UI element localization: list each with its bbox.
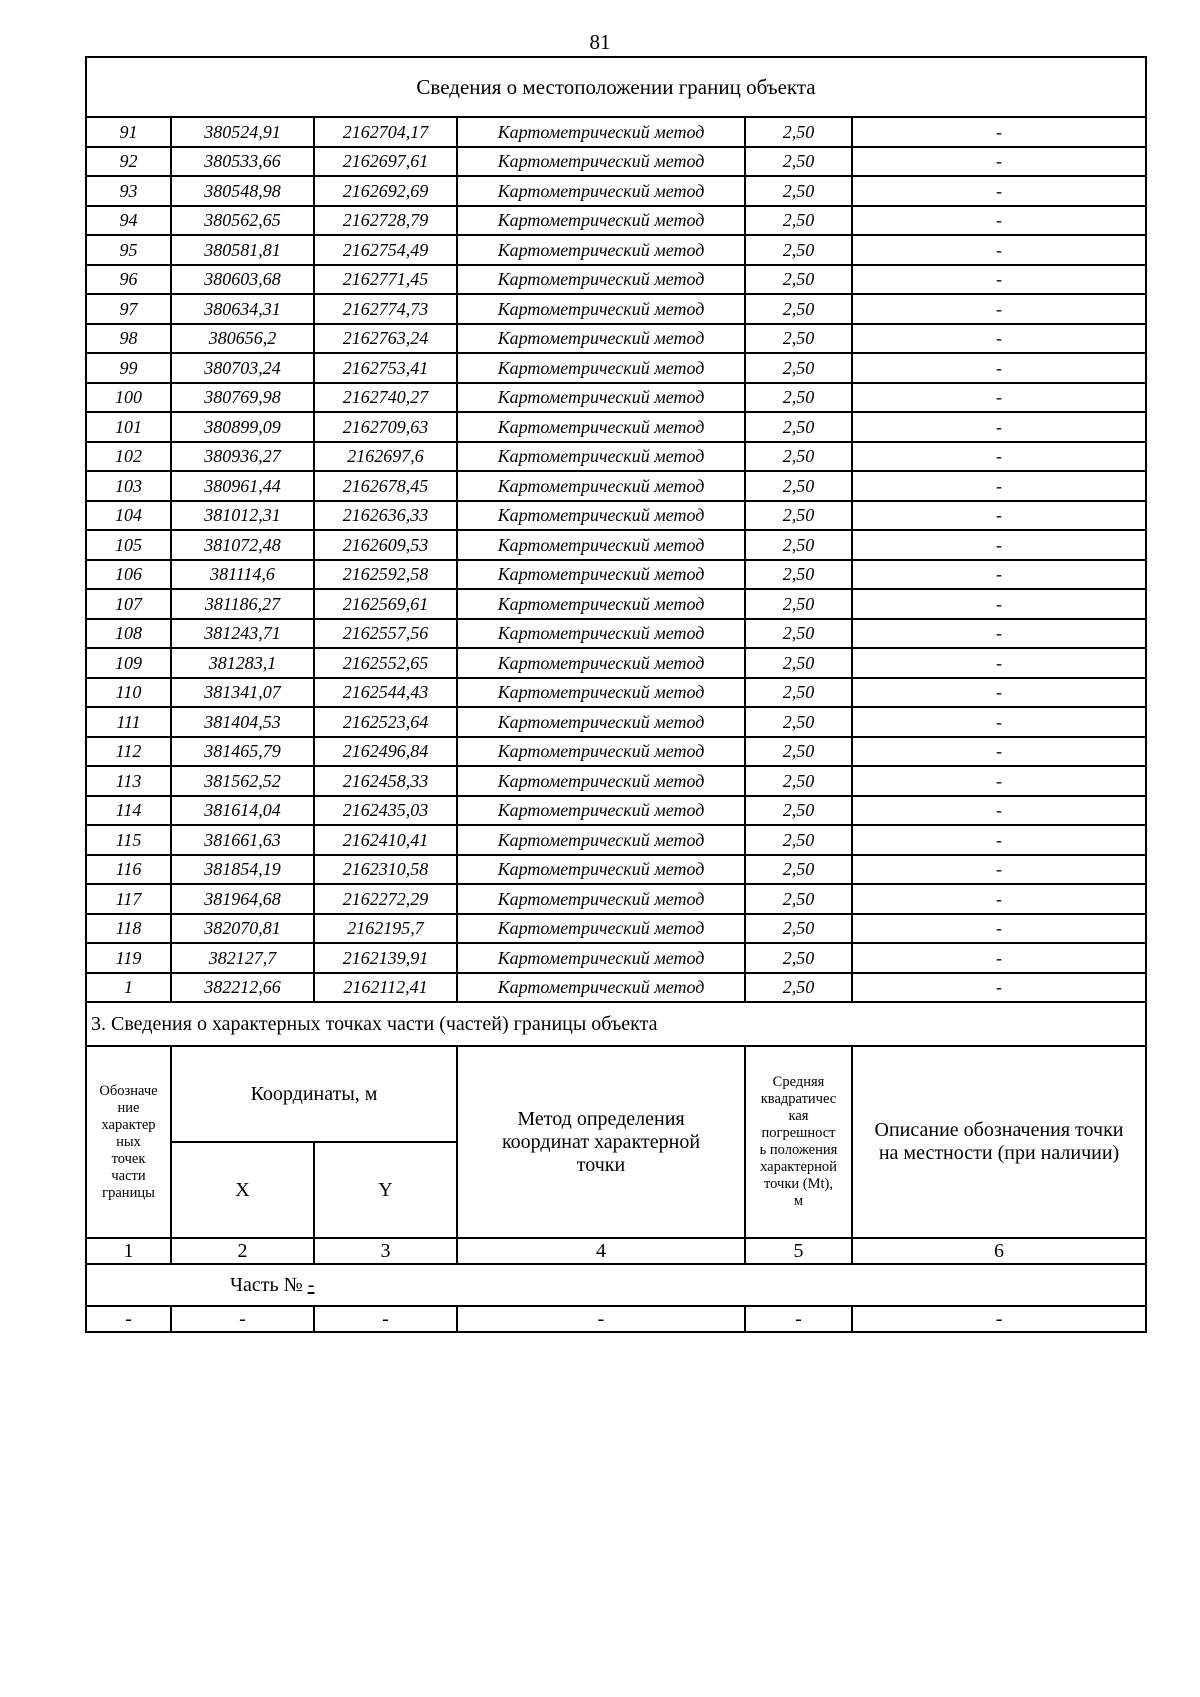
description-cell: -	[852, 619, 1146, 649]
coord-x-cell: 380603,68	[171, 265, 314, 295]
column-number: 2	[171, 1238, 314, 1264]
table-row	[86, 147, 1146, 177]
description-cell: -	[852, 589, 1146, 619]
method-cell: Картометрический метод	[457, 619, 745, 649]
method-cell: Картометрический метод	[457, 855, 745, 885]
column-number: 1	[86, 1238, 171, 1264]
method-cell: Картометрический метод	[457, 353, 745, 383]
description-cell: -	[852, 678, 1146, 708]
coord-x-cell: 381964,68	[171, 884, 314, 914]
point-number-cell: 91	[86, 117, 171, 147]
point-number-cell: 108	[86, 619, 171, 649]
method-cell: Картометрический метод	[457, 442, 745, 472]
point-number-cell: 103	[86, 471, 171, 501]
point-number-cell: 112	[86, 737, 171, 767]
coord-y-cell: 2162678,45	[314, 471, 457, 501]
description-cell: -	[852, 737, 1146, 767]
empty-cell: -	[457, 1306, 745, 1332]
mt-value-cell: 2,50	[745, 737, 852, 767]
table-row	[86, 324, 1146, 354]
coord-y-cell: 2162704,17	[314, 117, 457, 147]
table-row	[86, 973, 1146, 1003]
coord-y-cell: 2162435,03	[314, 796, 457, 826]
coord-x-cell: 381283,1	[171, 648, 314, 678]
header-x: X	[171, 1142, 314, 1238]
mt-value-cell: 2,50	[745, 412, 852, 442]
mt-value-cell: 2,50	[745, 766, 852, 796]
coord-y-cell: 2162753,41	[314, 353, 457, 383]
table-row	[86, 884, 1146, 914]
description-cell: -	[852, 176, 1146, 206]
method-cell: Картометрический метод	[457, 973, 745, 1003]
section3-body	[86, 1002, 1146, 1332]
coord-x-cell: 381404,53	[171, 707, 314, 737]
coord-x-cell: 381562,52	[171, 766, 314, 796]
mt-value-cell: 2,50	[745, 471, 852, 501]
mt-value-cell: 2,50	[745, 530, 852, 560]
coord-x-cell: 381072,48	[171, 530, 314, 560]
part-row	[86, 1264, 1146, 1306]
point-number-cell: 109	[86, 648, 171, 678]
coord-y-cell: 2162697,6	[314, 442, 457, 472]
table-row	[86, 176, 1146, 206]
description-cell: -	[852, 560, 1146, 590]
mt-value-cell: 2,50	[745, 678, 852, 708]
table-row	[86, 619, 1146, 649]
column-number: 5	[745, 1238, 852, 1264]
mt-value-cell: 2,50	[745, 147, 852, 177]
coord-x-cell: 381186,27	[171, 589, 314, 619]
coord-y-cell: 2162557,56	[314, 619, 457, 649]
mt-value-cell: 2,50	[745, 884, 852, 914]
point-number-cell: 110	[86, 678, 171, 708]
mt-value-cell: 2,50	[745, 383, 852, 413]
mt-value-cell: 2,50	[745, 914, 852, 944]
mt-value-cell: 2,50	[745, 294, 852, 324]
table-row	[86, 943, 1146, 973]
column-number: 6	[852, 1238, 1146, 1264]
method-cell: Картометрический метод	[457, 206, 745, 236]
description-cell: -	[852, 471, 1146, 501]
header-designation: Обозначе ние характер ных точек части границы	[86, 1046, 171, 1238]
point-number-cell: 104	[86, 501, 171, 531]
mt-value-cell: 2,50	[745, 943, 852, 973]
coord-x-cell: 380581,81	[171, 235, 314, 265]
coord-x-cell: 382212,66	[171, 973, 314, 1003]
column-number: 3	[314, 1238, 457, 1264]
description-cell: -	[852, 206, 1146, 236]
coord-y-cell: 2162763,24	[314, 324, 457, 354]
coord-x-cell: 380562,65	[171, 206, 314, 236]
coord-y-cell: 2162569,61	[314, 589, 457, 619]
description-cell: -	[852, 825, 1146, 855]
boundary-table	[85, 56, 1147, 1333]
coord-x-cell: 381614,04	[171, 796, 314, 826]
empty-cell: -	[314, 1306, 457, 1332]
table-row	[86, 825, 1146, 855]
table-row	[86, 294, 1146, 324]
method-cell: Картометрический метод	[457, 825, 745, 855]
method-cell: Картометрический метод	[457, 501, 745, 531]
coord-y-cell: 2162139,91	[314, 943, 457, 973]
coord-y-cell: 2162544,43	[314, 678, 457, 708]
coord-y-cell: 2162523,64	[314, 707, 457, 737]
description-cell: -	[852, 324, 1146, 354]
table-row	[86, 737, 1146, 767]
point-number-cell: 111	[86, 707, 171, 737]
method-cell: Картометрический метод	[457, 471, 745, 501]
table-row	[86, 412, 1146, 442]
point-number-cell: 107	[86, 589, 171, 619]
description-cell: -	[852, 707, 1146, 737]
mt-value-cell: 2,50	[745, 176, 852, 206]
method-cell: Картометрический метод	[457, 884, 745, 914]
coord-y-cell: 2162496,84	[314, 737, 457, 767]
description-cell: -	[852, 442, 1146, 472]
coord-y-cell: 2162310,58	[314, 855, 457, 885]
method-cell: Картометрический метод	[457, 943, 745, 973]
coord-x-cell: 380524,91	[171, 117, 314, 147]
description-cell: -	[852, 383, 1146, 413]
coord-y-cell: 2162754,49	[314, 235, 457, 265]
method-cell: Картометрический метод	[457, 678, 745, 708]
table-body	[86, 57, 1146, 1002]
mt-value-cell: 2,50	[745, 265, 852, 295]
mt-value-cell: 2,50	[745, 117, 852, 147]
coord-x-cell: 381854,19	[171, 855, 314, 885]
coord-x-cell: 380634,31	[171, 294, 314, 324]
coord-y-cell: 2162697,61	[314, 147, 457, 177]
empty-data-row	[86, 1306, 1146, 1332]
description-cell: -	[852, 265, 1146, 295]
coord-y-cell: 2162709,63	[314, 412, 457, 442]
method-cell: Картометрический метод	[457, 147, 745, 177]
point-number-cell: 96	[86, 265, 171, 295]
coord-y-cell: 2162410,41	[314, 825, 457, 855]
point-number-cell: 94	[86, 206, 171, 236]
table-row	[86, 914, 1146, 944]
coord-x-cell: 380769,98	[171, 383, 314, 413]
column-numbers-row	[86, 1238, 1146, 1264]
description-cell: -	[852, 766, 1146, 796]
coord-y-cell: 2162774,73	[314, 294, 457, 324]
part-number: -	[307, 1273, 315, 1296]
mt-value-cell: 2,50	[745, 560, 852, 590]
point-number-cell: 117	[86, 884, 171, 914]
column-number: 4	[457, 1238, 745, 1264]
point-number-cell: 98	[86, 324, 171, 354]
description-cell: -	[852, 235, 1146, 265]
table-row	[86, 383, 1146, 413]
point-number-cell: 115	[86, 825, 171, 855]
description-cell: -	[852, 353, 1146, 383]
table-row	[86, 530, 1146, 560]
part-label: Часть №	[230, 1273, 303, 1296]
table-row	[86, 442, 1146, 472]
mt-value-cell: 2,50	[745, 353, 852, 383]
table-row	[86, 501, 1146, 531]
mt-value-cell: 2,50	[745, 442, 852, 472]
method-cell: Картометрический метод	[457, 383, 745, 413]
method-cell: Картометрический метод	[457, 766, 745, 796]
point-number-cell: 93	[86, 176, 171, 206]
method-cell: Картометрический метод	[457, 589, 745, 619]
coord-x-cell: 380703,24	[171, 353, 314, 383]
coord-y-cell: 2162692,69	[314, 176, 457, 206]
method-cell: Картометрический метод	[457, 737, 745, 767]
description-cell: -	[852, 884, 1146, 914]
coord-x-cell: 381012,31	[171, 501, 314, 531]
table-row	[86, 648, 1146, 678]
point-number-cell: 97	[86, 294, 171, 324]
coord-x-cell: 381243,71	[171, 619, 314, 649]
mt-value-cell: 2,50	[745, 707, 852, 737]
point-number-cell: 92	[86, 147, 171, 177]
point-number-cell: 105	[86, 530, 171, 560]
description-cell: -	[852, 117, 1146, 147]
table-row	[86, 117, 1146, 147]
empty-cell: -	[86, 1306, 171, 1332]
method-cell: Картометрический метод	[457, 914, 745, 944]
table-row	[86, 589, 1146, 619]
table-row	[86, 678, 1146, 708]
description-cell: -	[852, 973, 1146, 1003]
coord-x-cell: 381341,07	[171, 678, 314, 708]
coord-x-cell: 380899,09	[171, 412, 314, 442]
table-row	[86, 206, 1146, 236]
coord-x-cell: 381661,63	[171, 825, 314, 855]
coord-y-cell: 2162195,7	[314, 914, 457, 944]
description-cell: -	[852, 796, 1146, 826]
table-row	[86, 235, 1146, 265]
point-number-cell: 99	[86, 353, 171, 383]
empty-cell: -	[745, 1306, 852, 1332]
coord-x-cell: 380936,27	[171, 442, 314, 472]
method-cell: Картометрический метод	[457, 560, 745, 590]
coord-x-cell: 380548,98	[171, 176, 314, 206]
method-cell: Картометрический метод	[457, 294, 745, 324]
mt-value-cell: 2,50	[745, 619, 852, 649]
table-title: Сведения о местоположении границ объекта	[86, 57, 1146, 117]
section3-title: 3. Сведения о характерных точках части (частей) границы объекта	[86, 1002, 1146, 1046]
point-number-cell: 118	[86, 914, 171, 944]
table-row	[86, 766, 1146, 796]
description-cell: -	[852, 412, 1146, 442]
method-cell: Картометрический метод	[457, 412, 745, 442]
header-desc: Описание обозначения точки на местности (при наличии)	[852, 1046, 1146, 1238]
coord-y-cell: 2162272,29	[314, 884, 457, 914]
point-number-cell: 106	[86, 560, 171, 590]
point-number-cell: 100	[86, 383, 171, 413]
method-cell: Картометрический метод	[457, 235, 745, 265]
coord-y-cell: 2162728,79	[314, 206, 457, 236]
coord-x-cell: 380533,66	[171, 147, 314, 177]
table-row	[86, 471, 1146, 501]
mt-value-cell: 2,50	[745, 648, 852, 678]
empty-cell: -	[171, 1306, 314, 1332]
point-number-cell: 119	[86, 943, 171, 973]
table-row	[86, 855, 1146, 885]
description-cell: -	[852, 147, 1146, 177]
mt-value-cell: 2,50	[745, 796, 852, 826]
table-row	[86, 353, 1146, 383]
header-mt: Средняя квадратичес кая погрешност ь положения характерной точки (Mt), м	[745, 1046, 852, 1238]
coord-x-cell: 382127,7	[171, 943, 314, 973]
point-number-cell: 114	[86, 796, 171, 826]
description-cell: -	[852, 648, 1146, 678]
mt-value-cell: 2,50	[745, 589, 852, 619]
header-coords: Координаты, м	[171, 1046, 457, 1142]
method-cell: Картометрический метод	[457, 707, 745, 737]
point-number-cell: 116	[86, 855, 171, 885]
method-cell: Картометрический метод	[457, 530, 745, 560]
coord-y-cell: 2162552,65	[314, 648, 457, 678]
method-cell: Картометрический метод	[457, 265, 745, 295]
method-cell: Картометрический метод	[457, 796, 745, 826]
coord-y-cell: 2162636,33	[314, 501, 457, 531]
coord-x-cell: 380656,2	[171, 324, 314, 354]
method-cell: Картометрический метод	[457, 117, 745, 147]
point-number-cell: 101	[86, 412, 171, 442]
table-row	[86, 265, 1146, 295]
mt-value-cell: 2,50	[745, 324, 852, 354]
table-row	[86, 796, 1146, 826]
mt-value-cell: 2,50	[745, 855, 852, 885]
mt-value-cell: 2,50	[745, 825, 852, 855]
coord-y-cell: 2162592,58	[314, 560, 457, 590]
description-cell: -	[852, 943, 1146, 973]
mt-value-cell: 2,50	[745, 973, 852, 1003]
table-row	[86, 707, 1146, 737]
coord-x-cell: 381465,79	[171, 737, 314, 767]
description-cell: -	[852, 294, 1146, 324]
method-cell: Картометрический метод	[457, 176, 745, 206]
method-cell: Картометрический метод	[457, 648, 745, 678]
header-method: Метод определения координат характерной точки	[457, 1046, 745, 1238]
coord-y-cell: 2162112,41	[314, 973, 457, 1003]
page-number: 81	[589, 30, 611, 54]
description-cell: -	[852, 855, 1146, 885]
coord-y-cell: 2162609,53	[314, 530, 457, 560]
header-y: Y	[314, 1142, 457, 1238]
mt-value-cell: 2,50	[745, 501, 852, 531]
point-number-cell: 113	[86, 766, 171, 796]
mt-value-cell: 2,50	[745, 206, 852, 236]
coord-x-cell: 382070,81	[171, 914, 314, 944]
method-cell: Картометрический метод	[457, 324, 745, 354]
description-cell: -	[852, 530, 1146, 560]
coord-x-cell: 381114,6	[171, 560, 314, 590]
empty-cell: -	[852, 1306, 1146, 1332]
description-cell: -	[852, 501, 1146, 531]
mt-value-cell: 2,50	[745, 235, 852, 265]
point-number-cell: 102	[86, 442, 171, 472]
coord-y-cell: 2162458,33	[314, 766, 457, 796]
table-row	[86, 560, 1146, 590]
coord-y-cell: 2162771,45	[314, 265, 457, 295]
point-number-cell: 1	[86, 973, 171, 1003]
coord-x-cell: 380961,44	[171, 471, 314, 501]
point-number-cell: 95	[86, 235, 171, 265]
coord-y-cell: 2162740,27	[314, 383, 457, 413]
description-cell: -	[852, 914, 1146, 944]
